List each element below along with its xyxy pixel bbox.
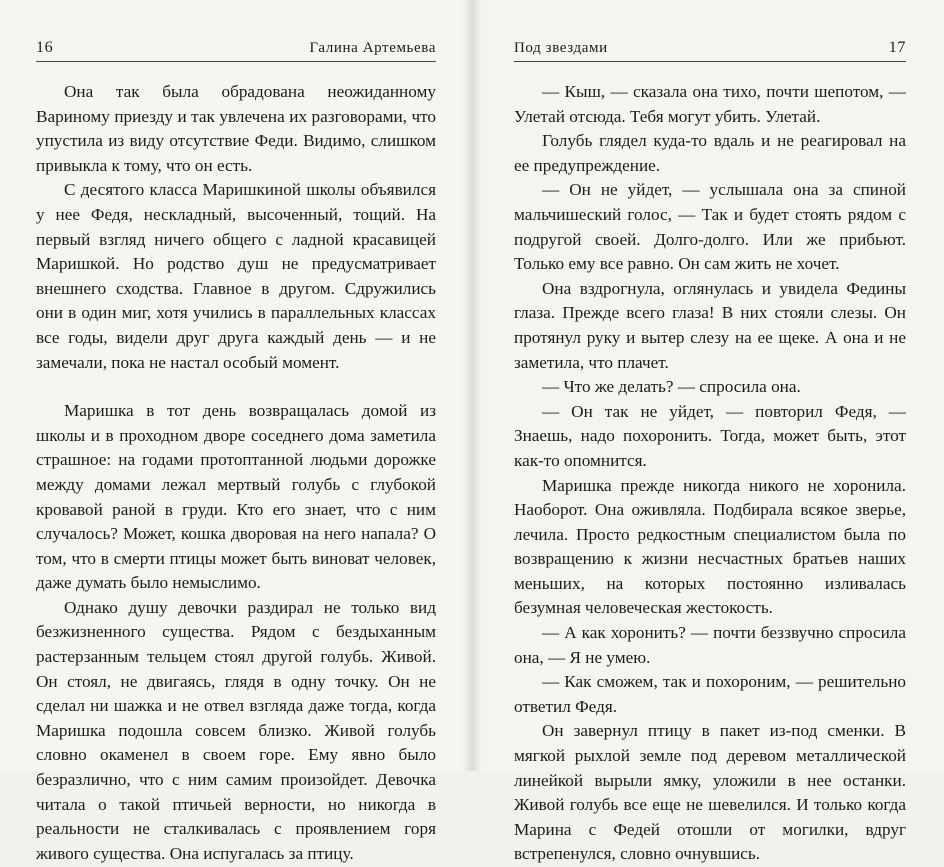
paragraph: Она вздрогнула, оглянулась и увидела Федины глаза. Прежде всего глаза! В них стояли слезы. Он протянул руку и вытер слезу на ее щеке. А она и не заметила, что плачет. bbox=[514, 278, 906, 372]
paragraph: — Что же делать? — спросила она. bbox=[542, 377, 801, 397]
left-page-header bbox=[36, 22, 436, 62]
paragraph: Она так была обрадована неожиданному Вариному приезду и так увлечена их разговорами, что упустила из виду отсутствие Феди. Видимо, слишком привыкла к тому, что он есть. bbox=[36, 82, 436, 175]
left-page bbox=[0, 0, 472, 863]
page-number: 17 bbox=[888, 39, 906, 56]
page-number: 16 bbox=[36, 39, 54, 56]
paragraph: Маришка прежде никогда никого не хоронила. Наоборот. Она оживляла. Подбирала всякое зверье, лечила. Просто редкостным специалистом была по возвращению к жизни несчастных братьев наших меньших, на которых постоянно изливалась безумная человеческая жестокость. bbox=[514, 475, 906, 618]
paragraph: — Он так не уйдет, — повторил Федя, — Знаешь, надо похоронить. Тогда, может быть, этот как-то опомнится. bbox=[514, 401, 906, 470]
paragraph: — Кыш, — сказала она тихо, почти шепотом, — Улетай отсюда. Тебя могут убить. Улетай. bbox=[514, 82, 906, 126]
right-page-text bbox=[514, 80, 906, 867]
paragraph: — Как сможем, так и похороним, — решительно ответил Федя. bbox=[514, 672, 906, 716]
left-page-text bbox=[36, 80, 436, 866]
running-head: Под звездами bbox=[514, 40, 608, 56]
paragraph: Однако душу девочки раздирал не только вид безжизненного существа. Рядом с бездыханным растерзанным тельцем стоял другой голубь. Живой. Он стоял, не двигаясь, глядя в одну точку. Он не сделал ни шажка и не отвел взгляда даже тогда, когда Маришка подошла совсем близко. Живой голубь словно окаменел в своем горе. Ему явно было безразлично, что с ним самим произойдет. Девочка читала о такой птичьей верности, но никогда в реальности не сталкивалась с проявлением горя живого существа. Она испугалась за птицу. bbox=[36, 597, 436, 863]
right-page-header bbox=[514, 22, 906, 62]
paragraph: Он завернул птицу в пакет из-под сменки. В мягкой рыхлой земле под деревом металлической линейкой вырыли ямку, уложили в нее останки. Живой голубь все еще не шевелился. И только когда Марина с Федей отошли от могилки, вдруг встрепенулся, словно очнувшись. bbox=[514, 721, 906, 864]
paragraph: С десятого класса Маришкиной школы объявился у нее Федя, нескладный, высоченный, тощий. На первый взгляд ничего общего с ладной красавицей Маришкой. Но родство душ не предусматривает внешнего сходства. Главное в другом. Сдружились они в один миг, хотя учились в параллельных классах все годы, видели друг друга каждый день — и не замечали, пока не настал особый момент. bbox=[36, 180, 436, 372]
paragraph: Голубь глядел куда-то вдаль и не реагировал на ее предупреждение. bbox=[514, 131, 906, 175]
right-page bbox=[472, 0, 944, 864]
book-gutter bbox=[462, 0, 482, 771]
paragraph: Маришка в тот день возвращалась домой из школы и в проходном дворе соседнего дома заметила страшное: на годами протоптанной людьми дорожке между домами лежал мертвый голубь с глубокой кровавой раной в груди. Кто его знает, что с ним случалось? Может, кошка дворовая на него напала? О том, что в смерти птицы может быть виноват человек, даже думать было немыслимо. bbox=[36, 401, 436, 593]
running-head: Галина Артемьева bbox=[309, 40, 436, 56]
paragraph: — Он не уйдет, — услышала она за спиной мальчишеский голос, — Так и будет стоять рядом с подругой своей. Долго-долго. Или же прибьют. Только ему все равно. Он сам жить не хочет. bbox=[514, 180, 906, 274]
paragraph: — А как хоронить? — почти беззвучно спросила она, — Я не умею. bbox=[514, 623, 906, 667]
